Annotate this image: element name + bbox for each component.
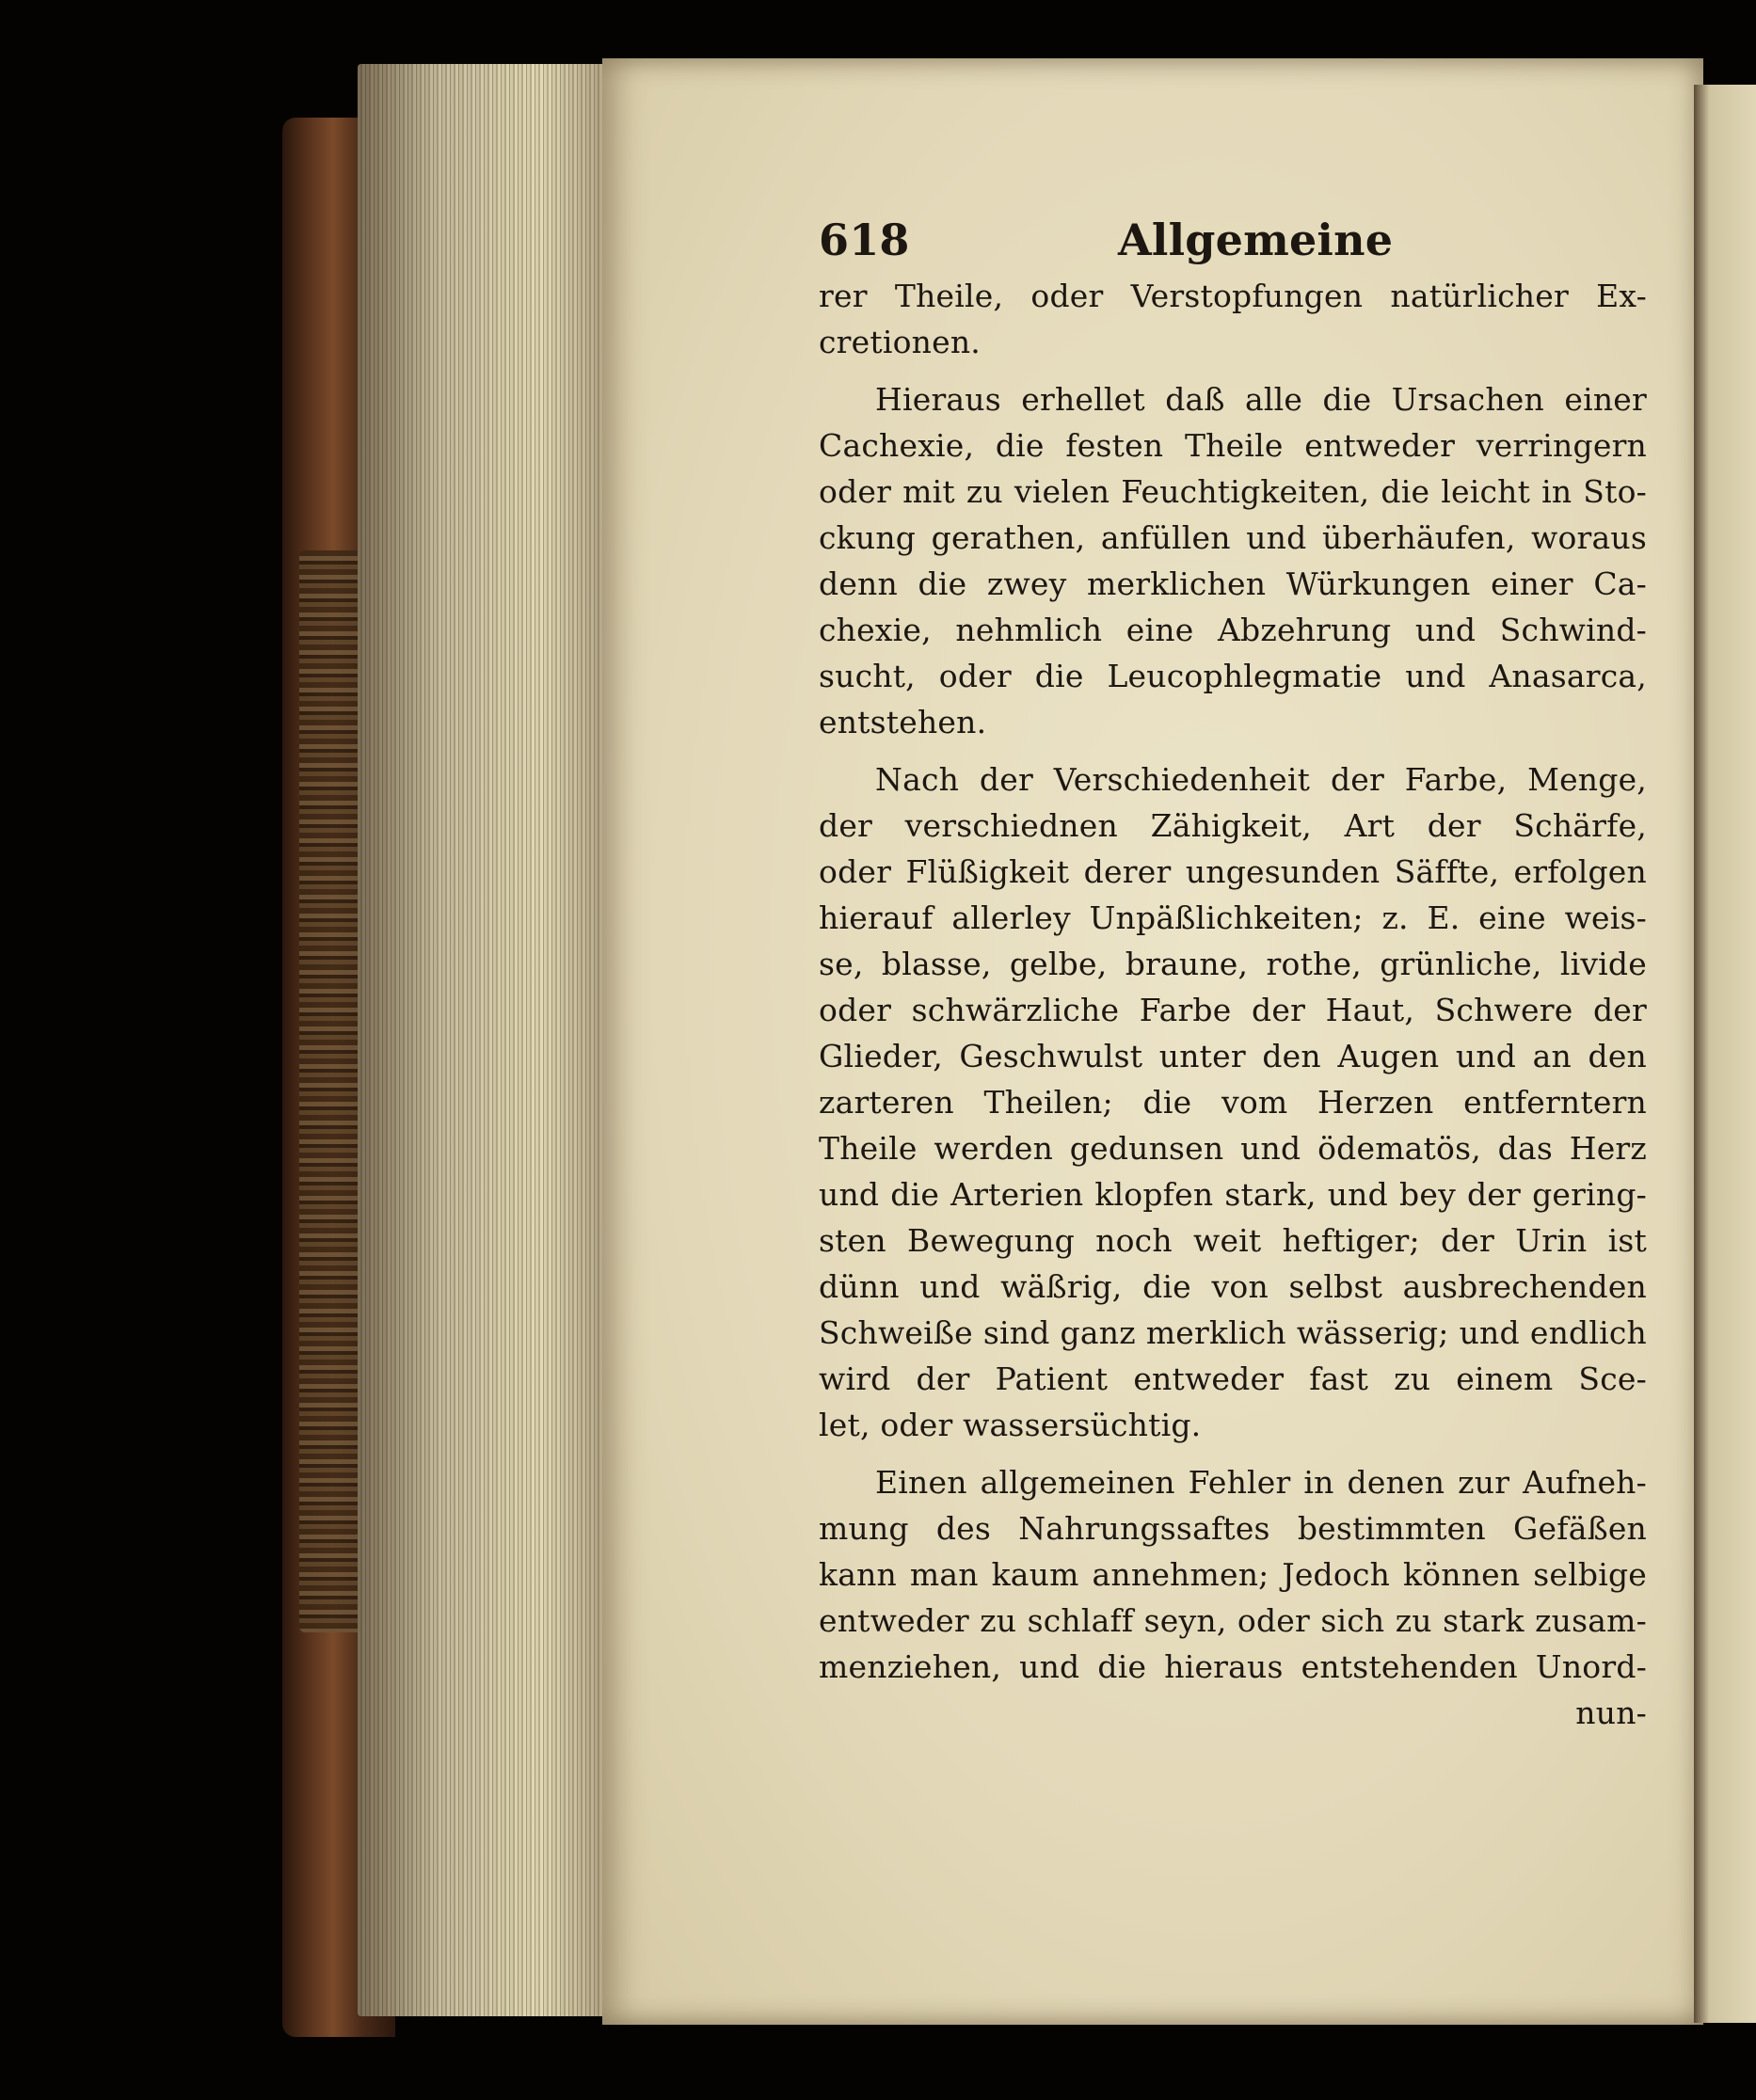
text-line: Schweiße sind ganz merklich wässerig; und endlich xyxy=(819,1314,1647,1351)
paragraph xyxy=(819,273,1647,365)
text-line: Hieraus erhellet daß alle die Ursachen einer xyxy=(875,381,1647,418)
text-line: wird der Patient entweder fast zu einem Sce- xyxy=(819,1360,1647,1397)
running-head: Allgemeine xyxy=(1118,215,1394,265)
text-line: und die Arterien klopfen stark, und bey der gering- xyxy=(819,1176,1647,1213)
text-line: se, blasse, gelbe, braune, rothe, grünliche, livide xyxy=(819,946,1647,982)
paragraph xyxy=(819,1459,1647,1690)
text-line: menziehen, und die hieraus entstehenden Unord- xyxy=(819,1648,1647,1685)
text-line: der verschiednen Zähigkeit, Art der Schärfe, xyxy=(819,807,1647,844)
text-line: entweder zu schlaff seyn, oder sich zu stark zusam- xyxy=(819,1602,1647,1639)
text-line: oder Flüßigkeit derer ungesunden Säffte, erfolgen xyxy=(819,853,1647,890)
page-header xyxy=(819,198,1647,273)
paragraph xyxy=(819,756,1647,1448)
page-edges-shadow xyxy=(358,64,621,2016)
text-line: oder schwärzliche Farbe der Haut, Schwere der xyxy=(819,992,1647,1028)
text-line: cretionen. xyxy=(819,324,981,360)
facing-page-edge xyxy=(1694,85,1756,2023)
text-line: dünn und wäßrig, die von selbst ausbrechenden xyxy=(819,1268,1647,1305)
text-line: Nach der Verschiedenheit der Farbe, Menge, xyxy=(875,761,1647,798)
text-line: denn die zwey merklichen Würkungen einer Ca- xyxy=(819,565,1647,602)
text-line: hierauf allerley Unpäßlichkeiten; z. E. eine weis- xyxy=(819,899,1647,936)
page-text xyxy=(819,198,1647,1736)
text-line: chexie, nehmlich eine Abzehrung und Schwind- xyxy=(819,612,1647,648)
text-line: Glieder, Geschwulst unter den Augen und an den xyxy=(819,1038,1647,1074)
text-line: kann man kaum annehmen; Jedoch können selbige xyxy=(819,1556,1647,1593)
page-number: 618 xyxy=(819,215,910,265)
text-line: entstehen. xyxy=(819,704,987,740)
text-line: mung des Nahrungssaftes bestimmten Gefäßen xyxy=(819,1510,1647,1547)
text-line: sucht, oder die Leucophlegmatie und Anasarca, xyxy=(819,658,1647,694)
text-line: ckung gerathen, anfüllen und überhäufen, woraus xyxy=(819,519,1647,556)
text-line: zarteren Theilen; die vom Herzen entferntern xyxy=(819,1084,1647,1121)
text-line: rer Theile, oder Verstopfungen natürlicher Ex- xyxy=(819,278,1647,314)
catchword: nun- xyxy=(1575,1694,1647,1731)
text-line: Einen allgemeinen Fehler in denen zur Aufneh- xyxy=(875,1464,1647,1501)
text-line: let, oder wassersüchtig. xyxy=(819,1407,1202,1443)
paragraph xyxy=(819,376,1647,745)
text-line: sten Bewegung noch weit heftiger; der Urin ist xyxy=(819,1222,1647,1259)
text-line: oder mit zu vielen Feuchtigkeiten, die leicht in Sto- xyxy=(819,473,1647,510)
text-line: Theile werden gedunsen und ödematös, das Herz xyxy=(819,1130,1647,1167)
text-line: Cachexie, die festen Theile entweder verringern xyxy=(819,427,1647,464)
marbled-cover-texture xyxy=(299,550,365,1632)
